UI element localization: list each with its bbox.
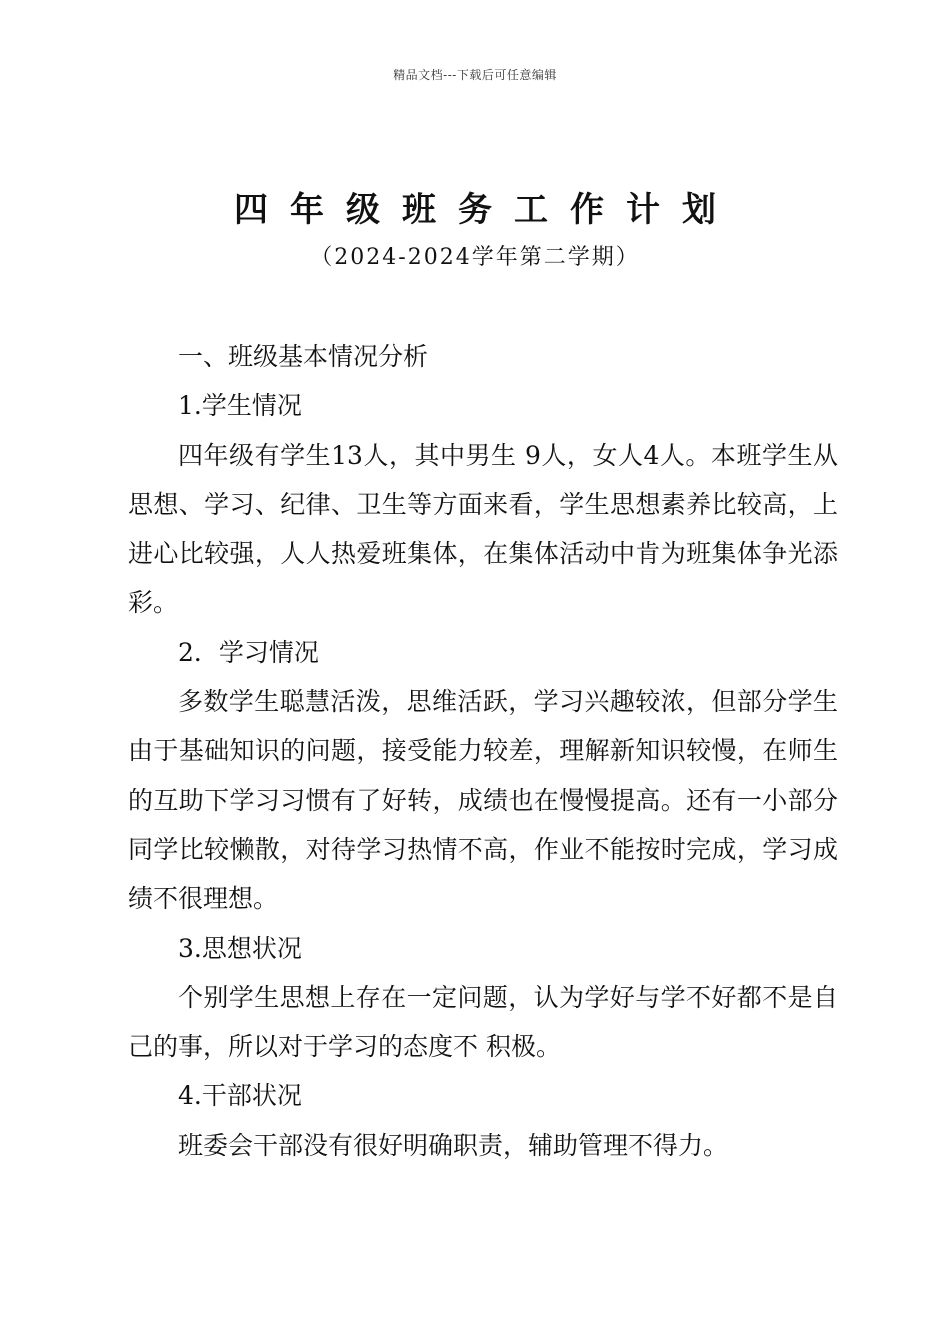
header-note: 精品文档---下载后可任意编辑 bbox=[393, 68, 557, 82]
section-heading-1: 一、班级基本情况分析 bbox=[178, 342, 429, 371]
paragraph-cadre: 班委会干部没有很好明确职责，辅助管理不得力。 bbox=[178, 1130, 729, 1160]
paragraph-student: 四年级有学生13人，其中男生 9人，女人4人。本班学生从思想、学习、纪律、卫生等方面来看，学生思想素养比较高，上进心比较强，人人热爱班集体，在集体活动中肯为班集体争光添彩。 bbox=[128, 440, 838, 618]
document-subtitle: （2024-2024学年第二学期） bbox=[310, 245, 640, 270]
subsection-heading-study: 2．学习情况 bbox=[178, 637, 319, 667]
subsection-heading-cadre: 4.干部状况 bbox=[178, 1081, 302, 1111]
subsection-heading-student: 1.学生情况 bbox=[178, 391, 302, 421]
paragraph-thought: 个别学生思想上存在一定问题，认为学好与学不好都不是自己的事，所以对于学习的态度不 积极。 bbox=[128, 982, 838, 1062]
subsection-heading-thought: 3.思想状况 bbox=[178, 933, 302, 963]
document-title: 四年级班务工作计划 bbox=[234, 190, 738, 230]
paragraph-study: 多数学生聪慧活泼，思维活跃，学习兴趣较浓，但部分学生由于基础知识的问题，接受能力较差，理解新知识较慢，在师生的互助下学习习惯有了好转，成绩也在慢慢提高。还有一小部分同学比较懒散，对待学习热情不高，作业不能按时完成，学习成绩不很理想。 bbox=[128, 687, 838, 914]
document-body bbox=[128, 332, 838, 1170]
